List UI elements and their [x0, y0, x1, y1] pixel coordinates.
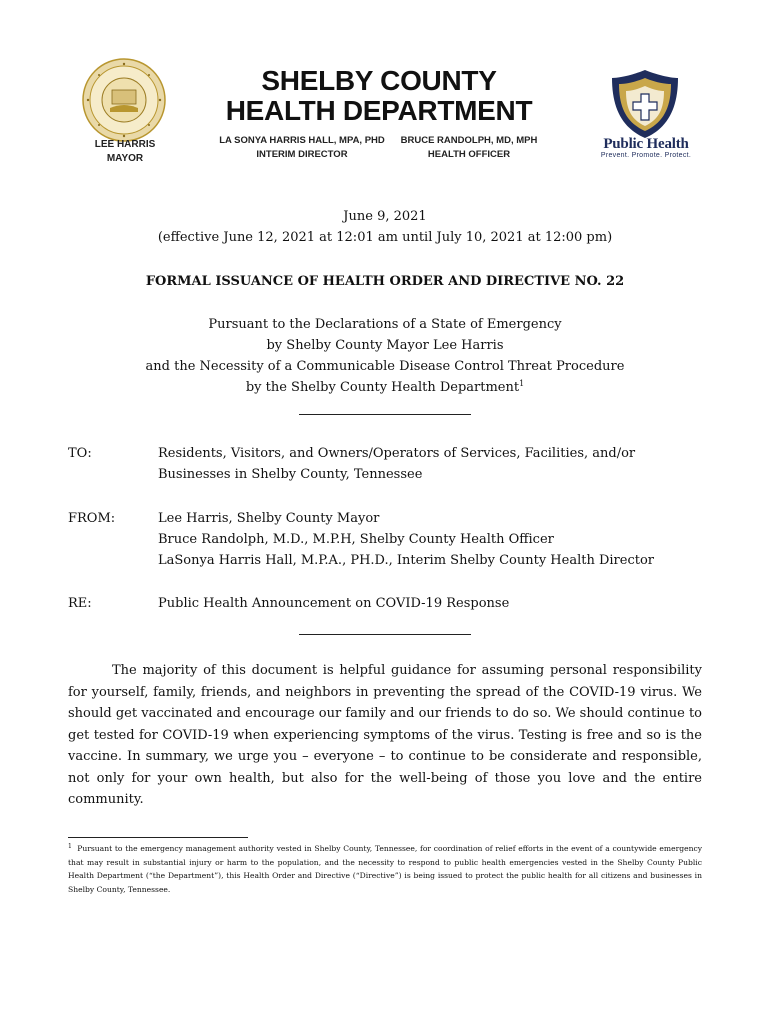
from-line: LaSonya Harris Hall, M.P.A., PH.D., Interim Shelby County Health Director: [158, 553, 655, 568]
from-line: Bruce Randolph, M.D., M.P.H, Shelby County Health Officer: [158, 532, 554, 547]
pursuant-block: [0, 314, 770, 398]
footnote: [68, 842, 702, 896]
pursuant-line-text: by the Shelby County Health Department: [245, 380, 520, 395]
dept-title-line2: HEALTH DEPARTMENT: [225, 95, 533, 126]
body-paragraph: The majority of this document is helpful guidance for assuming personal responsibility for yourself, family, friends, and neighbors in preventing the spread of the COVID-19 virus. We should get vaccinated and encourage our family and our friends to do so. We should continue to get tested for COVID-19 when experiencing symptoms of the virus. Testing is free and so is the vaccine. In summary, we urge you – everyone – to continue to be considerate and responsible, not only for your own health, but also for the well-being of those you love and the entire community.: [68, 663, 702, 807]
health-officer-name: BRUCE RANDOLPH, MD, MPH: [400, 135, 538, 146]
from-line: Lee Harris, Shelby County Mayor: [158, 511, 380, 526]
issue-date: June 9, 2021: [343, 209, 427, 224]
to-value: [158, 443, 708, 485]
document-heading: FORMAL ISSUANCE OF HEALTH ORDER AND DIRECTIVE NO. 22: [145, 274, 625, 289]
divider: [299, 414, 471, 415]
mayor-title: MAYOR: [106, 153, 144, 164]
official-health-officer: [394, 134, 544, 162]
pursuant-line: [0, 377, 770, 398]
department-title: [214, 66, 544, 126]
date-block: [0, 206, 770, 248]
footnote-marker: 1: [68, 843, 72, 850]
public-health-logo-text: Public Health: [603, 136, 689, 152]
pursuant-line: and the Necessity of a Communicable Disease Control Threat Procedure: [145, 359, 625, 374]
county-seal-icon: [82, 58, 166, 142]
footnote-ref: 1: [519, 379, 525, 388]
from-value: [158, 508, 708, 571]
to-line: Residents, Visitors, and Owners/Operators of Services, Facilities, and/or: [158, 446, 636, 461]
to-line: Businesses in Shelby County, Tennessee: [158, 467, 423, 482]
pursuant-line: Pursuant to the Declarations of a State of Emergency: [208, 317, 562, 332]
footnote-divider: [68, 837, 248, 838]
official-director: [212, 134, 392, 162]
re-label: RE:: [68, 596, 92, 611]
pursuant-line: by Shelby County Mayor Lee Harris: [266, 338, 504, 353]
from-label: FROM:: [68, 511, 116, 526]
mayor-name: LEE HARRIS: [94, 139, 156, 150]
director-name: LA SONYA HARRIS HALL, MPA, PHD: [219, 135, 385, 146]
public-health-tagline: Prevent. Promote. Protect.: [600, 152, 692, 159]
director-title: INTERIM DIRECTOR: [256, 149, 348, 160]
divider: [299, 634, 471, 635]
mayor-block: [70, 138, 180, 166]
dept-title-line1: SHELBY COUNTY: [261, 65, 497, 96]
effective-dates: (effective June 12, 2021 at 12:01 am until July 10, 2021 at 12:00 pm): [157, 230, 613, 245]
health-officer-title: HEALTH OFFICER: [427, 149, 511, 160]
to-label: TO:: [68, 446, 92, 461]
re-value: Public Health Announcement on COVID-19 Response: [158, 596, 510, 611]
footnote-text: Pursuant to the emergency management authority vested in Shelby County, Tennessee, for coordination of relief efforts in the event of a countywide emergency that may result in substantial injury or harm to the population, and the necessity to respond to public health emergencies vested in the Shelby County Public Health Department (“the Department”), this Health Order and Directive (“Directive”) is being issued to protect the public health for all citizens and businesses in Shelby County, Tennessee.: [68, 844, 702, 894]
